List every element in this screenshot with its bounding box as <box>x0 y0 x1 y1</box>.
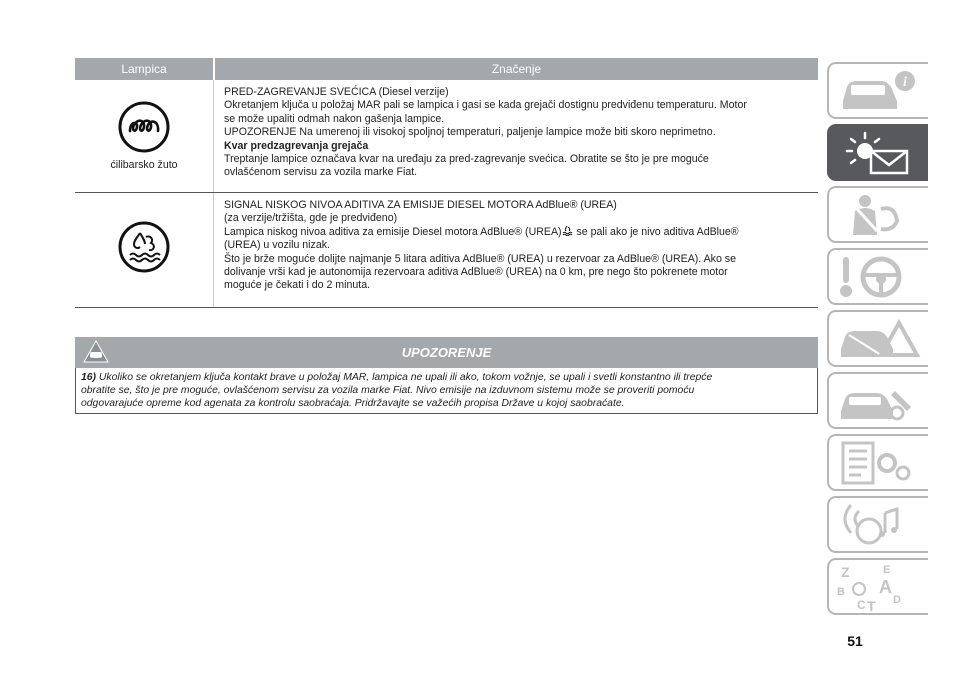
row1-line2-0: Treptanje lampice označava kvar na uređaju za pred-zagrevanje svećica. Obratite se što je pre moguće <box>224 153 709 166</box>
row1-line-1: Okretanjem ključa u položaj MAR pali se lampica i gasi se kada grejači dostignu predviđenu temperaturu. Motor <box>224 99 747 112</box>
header-znacenje: Značenje <box>491 62 542 76</box>
table-row <box>75 80 818 193</box>
car-warning-icon <box>83 340 109 364</box>
warning-line-0-text: Ukoliko se okretanjem ključa kontakt brave u položaj MAR, lampica ne upali ili ako, tokom vožnje, se upali i svetli konstantno ili trepće <box>96 372 713 383</box>
warning-title: UPOZORENJE <box>401 345 492 360</box>
alphabetical-index-icon <box>837 563 923 613</box>
technical-data-icon <box>837 439 923 489</box>
multimedia-icon <box>837 501 923 551</box>
index-letter-t: T <box>867 598 876 613</box>
meaning-cell <box>214 193 818 307</box>
page-number: 51 <box>847 633 863 649</box>
tab-emergency[interactable] <box>827 310 928 367</box>
table-row <box>75 193 818 308</box>
index-letter-d: D <box>893 594 901 606</box>
lamp-meaning-table <box>75 58 818 308</box>
row1-subheading: Kvar predzagrevanja grejača <box>224 139 369 152</box>
tab-maintenance[interactable] <box>827 372 928 429</box>
index-letter-z: Z <box>841 564 850 580</box>
tab-index[interactable] <box>827 558 928 615</box>
warning-light-message-icon <box>837 129 923 179</box>
header-lampica: Lampica <box>75 58 215 80</box>
seatbelt-airbag-icon <box>837 191 923 241</box>
index-letter-a: A <box>879 577 892 597</box>
car-info-icon <box>837 67 923 117</box>
tab-safety[interactable] <box>827 186 928 243</box>
lamp-cell <box>75 80 214 192</box>
warning-box <box>75 337 818 414</box>
index-letter-c: C <box>857 598 866 612</box>
warning-line-0 <box>81 372 811 385</box>
row2-line-1: (za verzije/tržišta, gde je predviđeno) <box>224 212 398 225</box>
tab-multimedia[interactable] <box>827 496 928 553</box>
lamp-cell <box>75 193 214 307</box>
meaning-cell <box>214 80 818 192</box>
row2-line-icon-before: Lampica niskog nivoa aditiva za emisije Diesel motora AdBlue® (UREA) <box>224 225 562 238</box>
tab-technical-data[interactable] <box>827 434 928 491</box>
glow-plug-icon <box>118 101 170 153</box>
car-service-icon <box>837 377 923 427</box>
warning-number: 16) <box>81 372 97 383</box>
row2-line2-0: (UREA) u vozilu nizak. <box>224 239 330 252</box>
row2-line2-3: moguće je čekati i do 2 minuta. <box>224 279 371 292</box>
row2-line-icon <box>224 226 810 239</box>
tab-warning-lights[interactable] <box>827 124 928 181</box>
svg-text:i: i <box>903 75 907 90</box>
row2-line2-1: Što je brže moguće dolijte najmanje 5 litara aditiva AdBlue® (UREA) u rezervoar za AdBlue® (UREA). Ako se <box>224 252 736 265</box>
row1-line-0: PRED-ZAGREVANJE SVEĆICA (Diesel verzije) <box>224 86 449 98</box>
index-letter-b: B <box>837 586 845 598</box>
lamp-color-label: ćilibarsko žuto <box>110 159 178 171</box>
car-breakdown-icon <box>837 315 923 365</box>
warning-line-1: obratite se, što je pre moguće, ovlašćenom servisu za vozila marke Fiat. Nivo emisije na izduvnom sistemu može se proveriti pomoću <box>81 384 695 396</box>
warning-header <box>75 337 818 368</box>
warning-text <box>75 368 818 414</box>
row2-line-icon-after: se pali ako je nivo aditiva AdBlue® <box>573 225 739 238</box>
tab-starting-driving[interactable] <box>827 248 928 305</box>
key-steering-wheel-icon <box>837 253 923 303</box>
row2-line-0: SIGNAL NISKOG NIVOA ADITIVA ZA EMISIJE DIESEL MOTORA AdBlue® (UREA) <box>224 199 617 211</box>
adblue-small-icon <box>562 226 574 236</box>
row2-line2-2: dolivanje vrši kad je autonomija rezervoara aditiva AdBlue® (UREA) na 0 km, pre nego što pokrenete motor <box>224 266 728 279</box>
index-letter-e: E <box>883 564 891 576</box>
row1-line-2: se može upaliti odmah nakon gašenja lampice. <box>224 112 445 125</box>
row1-line2-1: ovlašćenom servisu za vozila marke Fiat. <box>224 166 418 179</box>
row1-line-3: UPOZORENJE Na umerenoj ili visokoj spoljnoj temperaturi, paljenje lampice može biti skoro neprimetno. <box>224 126 716 139</box>
table-header <box>75 58 818 80</box>
adblue-level-icon <box>118 221 170 273</box>
tab-car-info[interactable] <box>827 62 928 119</box>
warning-line-2: odgovarajuće opreme kod agenata za kontrolu saobraćaja. Pridržavajte se važećih propisa Države u kojoj saobraćate. <box>81 397 625 409</box>
